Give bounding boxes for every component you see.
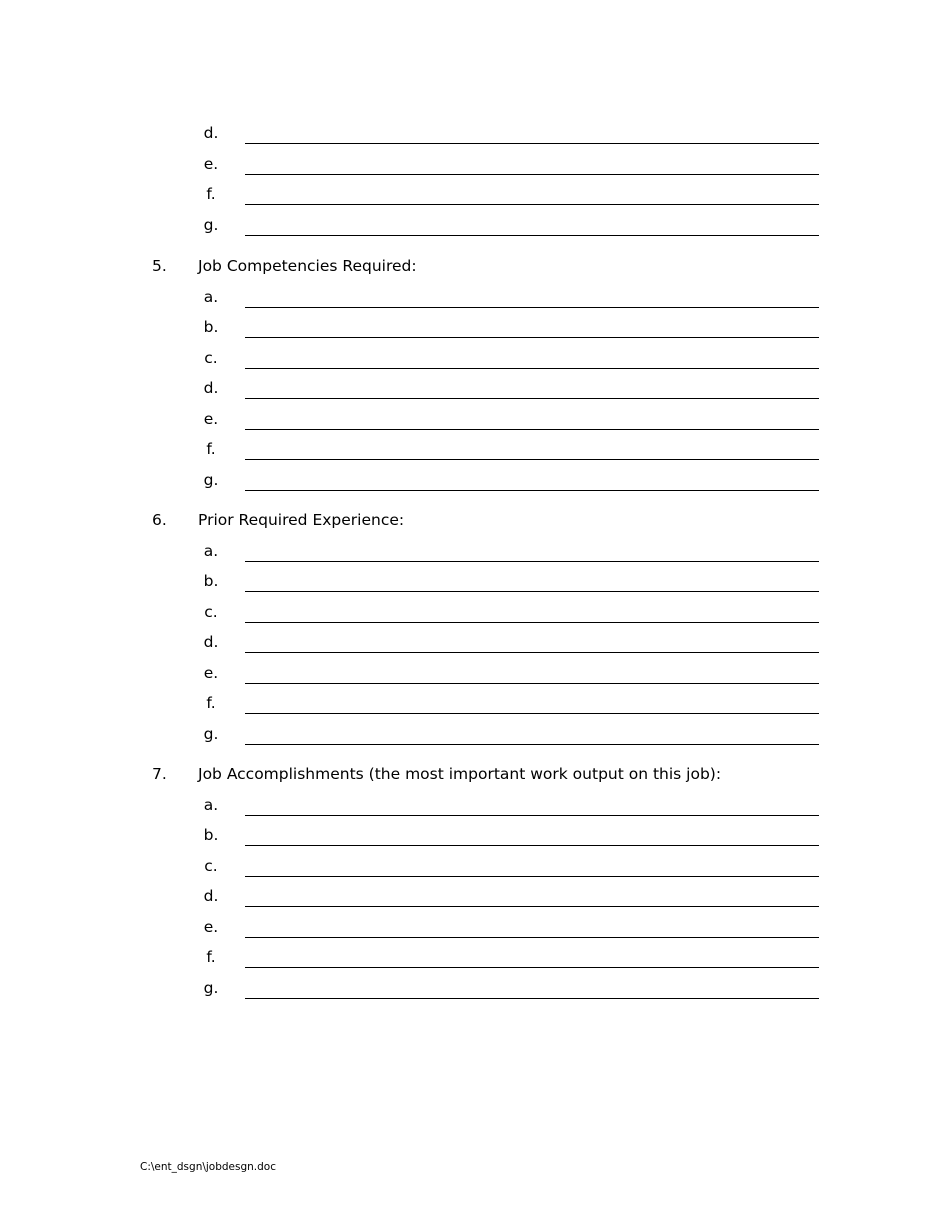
answer-line[interactable]: [245, 368, 819, 369]
answer-line[interactable]: [245, 174, 819, 175]
section-5: [0, 256, 950, 500]
section-title: Job Accomplishments (the most important work output on this job):: [198, 765, 722, 783]
list-item: [0, 632, 950, 663]
section-7: [0, 764, 950, 1008]
list-item: [0, 287, 950, 318]
section-number: 6.: [152, 511, 167, 529]
list-item: [0, 856, 950, 887]
continued-list: [0, 123, 950, 245]
item-label: e.: [203, 154, 219, 173]
item-label: e.: [203, 917, 219, 936]
section-title: Job Competencies Required:: [198, 257, 417, 275]
section-heading: [0, 510, 950, 541]
list-item: [0, 541, 950, 572]
item-label: d.: [203, 379, 219, 397]
answer-line[interactable]: [245, 815, 819, 816]
list-item: [0, 378, 950, 409]
list-item: [0, 602, 950, 633]
list-item: [0, 348, 950, 379]
item-label: f.: [206, 948, 216, 966]
item-label: f.: [206, 440, 216, 458]
list-item: [0, 409, 950, 440]
answer-line[interactable]: [245, 490, 819, 491]
answer-line[interactable]: [245, 906, 819, 907]
list-item: [0, 978, 950, 1009]
list-item: [0, 886, 950, 917]
item-label: g.: [203, 215, 219, 234]
item-label: d.: [203, 633, 219, 651]
answer-line[interactable]: [245, 937, 819, 938]
item-label: a.: [203, 795, 219, 814]
item-label: b.: [203, 572, 219, 590]
list-item: [0, 184, 950, 215]
section-title: Prior Required Experience:: [198, 511, 405, 529]
item-label: b.: [203, 826, 219, 844]
item-label: e.: [203, 663, 219, 682]
list-item: [0, 825, 950, 856]
answer-line[interactable]: [245, 652, 819, 653]
section-number: 7.: [152, 765, 167, 783]
answer-line[interactable]: [245, 713, 819, 714]
item-label: e.: [203, 409, 219, 428]
answer-line[interactable]: [245, 204, 819, 205]
item-label: c.: [204, 348, 218, 367]
answer-line[interactable]: [245, 683, 819, 684]
footer-file-path: C:\ent_dsgn\jobdesgn.doc: [140, 1161, 277, 1173]
list-item: [0, 571, 950, 602]
list-item: [0, 663, 950, 694]
list-item: [0, 154, 950, 185]
list-item: [0, 215, 950, 246]
answer-line[interactable]: [245, 561, 819, 562]
answer-line[interactable]: [245, 622, 819, 623]
section-number: 5.: [152, 257, 167, 275]
answer-line[interactable]: [245, 307, 819, 308]
item-label: a.: [203, 541, 219, 560]
list-item: [0, 795, 950, 826]
list-item: [0, 724, 950, 755]
item-label: c.: [204, 602, 218, 621]
item-label: d.: [203, 124, 219, 142]
list-item: [0, 439, 950, 470]
answer-line[interactable]: [245, 876, 819, 877]
item-label: f.: [206, 694, 216, 712]
answer-line[interactable]: [245, 744, 819, 745]
answer-line[interactable]: [245, 398, 819, 399]
item-label: f.: [206, 185, 216, 203]
list-item: [0, 693, 950, 724]
section-heading: [0, 256, 950, 287]
list-item: [0, 947, 950, 978]
item-label: b.: [203, 318, 219, 336]
list-item: [0, 123, 950, 154]
item-label: g.: [203, 724, 219, 743]
list-item: [0, 317, 950, 348]
item-label: a.: [203, 287, 219, 306]
answer-line[interactable]: [245, 591, 819, 592]
answer-line[interactable]: [245, 967, 819, 968]
answer-line[interactable]: [245, 998, 819, 999]
answer-line[interactable]: [245, 459, 819, 460]
item-label: g.: [203, 470, 219, 489]
item-label: g.: [203, 978, 219, 997]
list-item: [0, 917, 950, 948]
answer-line[interactable]: [245, 235, 819, 236]
answer-line[interactable]: [245, 429, 819, 430]
answer-line[interactable]: [245, 337, 819, 338]
item-label: d.: [203, 887, 219, 905]
list-item: [0, 470, 950, 501]
item-label: c.: [204, 856, 218, 875]
answer-line[interactable]: [245, 143, 819, 144]
section-6: [0, 510, 950, 754]
section-heading: [0, 764, 950, 795]
answer-line[interactable]: [245, 845, 819, 846]
